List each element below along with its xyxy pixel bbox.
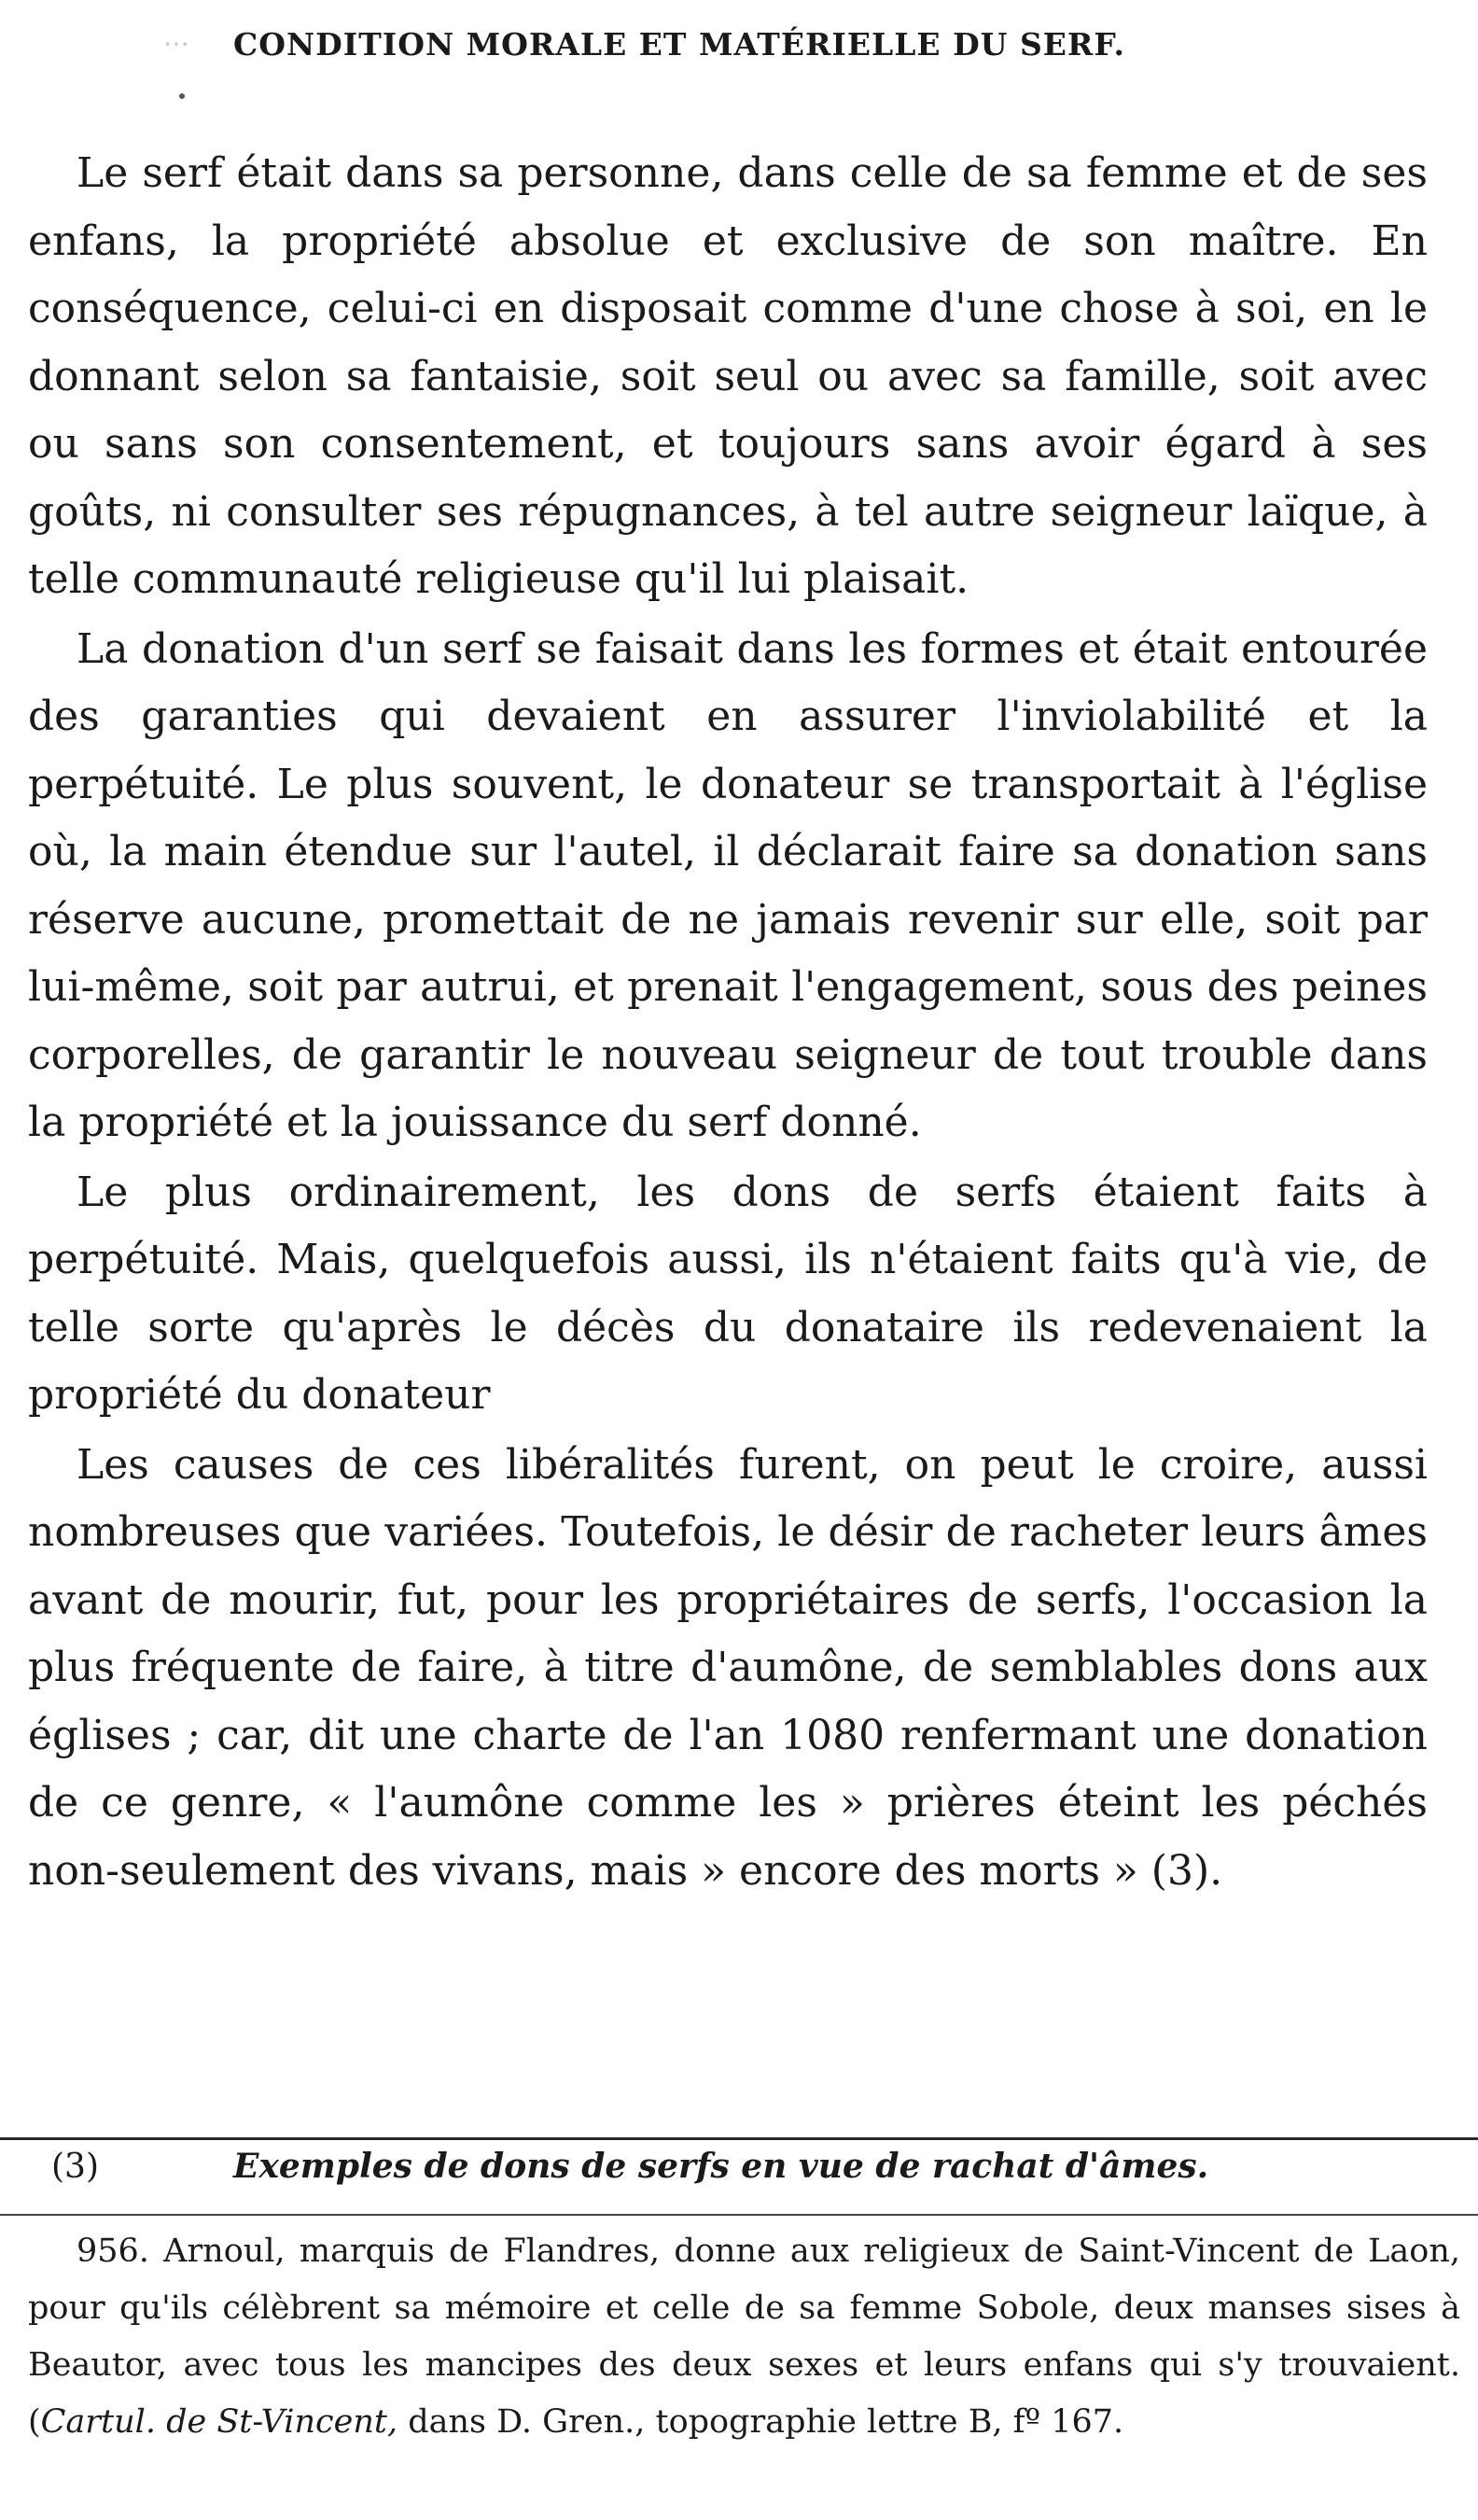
running-header: CONDITION MORALE ET MATÉRIELLE DU SERF. bbox=[233, 26, 1125, 63]
paragraph-2: La donation d'un serf se faisait dans les formes et était entourée des garanties qui devaient en assurer l'inviolabilité et la perpétuité. Le plus souvent, le donateur se transportait à l'église où, la main étendue sur l'autel, il déclarait faire sa donation sans réserve aucune, promettait de ne jamais revenir sur elle, soit par lui-même, soit par autrui, et prenait l'engagement, sous des peines corporelles, de garantir le nouveau seigneur de tout trouble dans la propriété et la jouissance du serf donné. bbox=[28, 624, 1428, 1146]
main-text bbox=[28, 140, 1428, 1905]
footnote-title: Exemples de dons de serfs en vue de rachat d'âmes. bbox=[233, 2147, 1209, 2186]
paragraph-3: Le plus ordinairement, les dons de serfs étaient faits à perpétuité. Mais, quelquefois aussi, ils n'étaient faits qu'à vie, de telle sorte qu'après le décès du donataire ils redevenaient la propriété du donateur bbox=[28, 1168, 1428, 1419]
footnote-paragraph bbox=[28, 2223, 1460, 2451]
footnote-heading bbox=[51, 2147, 1451, 2186]
footnote-text-after: dans D. Gren., topographie lettre B, fº 167. bbox=[397, 2403, 1124, 2441]
footnote-citation: Cartul. de St-Vincent, bbox=[40, 2403, 398, 2441]
paragraph-1: Le serf était dans sa personne, dans celle de sa femme et de ses enfans, la propriété absolue et exclusive de son maître. En conséquence, celui-ci en disposait comme d'une chose à soi, en le donnant selon sa fantaisie, soit seul ou avec sa famille, soit avec ou sans son consentement, et toujours sans avoir égard à ses goûts, ni consulter ses répugnances, à tel autre seigneur laïque, à telle communauté religieuse qu'il lui plaisait. bbox=[28, 149, 1428, 603]
paragraph-4: Les causes de ces libéralités furent, on peut le croire, aussi nombreuses que variées. Toutefois, le désir de racheter leurs âmes avant de mourir, fut, pour les propriétaires de serfs, l'occasion la plus fréquente de faire, à titre d'aumône, de semblables dons aux églises ; car, dit une charte de l'an 1080 renfermant une donation de ce genre, « l'aumône comme les » prières éteint les péchés non-seulement des vivans, mais » encore des morts » (3). bbox=[28, 1440, 1428, 1895]
footnote-inner-rule bbox=[0, 2214, 1478, 2216]
footnote-text-before: 956. Arnoul, marquis de Flandres, donne aux religieux de Saint-Vincent de Laon, pour qu'ils célèbrent sa mémoire et celle de sa femme Sobole, deux manses sises à Beautor, avec tous les mancipes des deux sexes et leurs enfans qui s'y trouvaient. ( bbox=[28, 2233, 1460, 2441]
ink-speck bbox=[179, 93, 185, 99]
footnote-ref: (3) bbox=[51, 2148, 99, 2186]
faded-page-number: ⋯ bbox=[163, 28, 189, 59]
footnote-separator bbox=[0, 2137, 1478, 2140]
footnote-body bbox=[28, 2223, 1460, 2451]
